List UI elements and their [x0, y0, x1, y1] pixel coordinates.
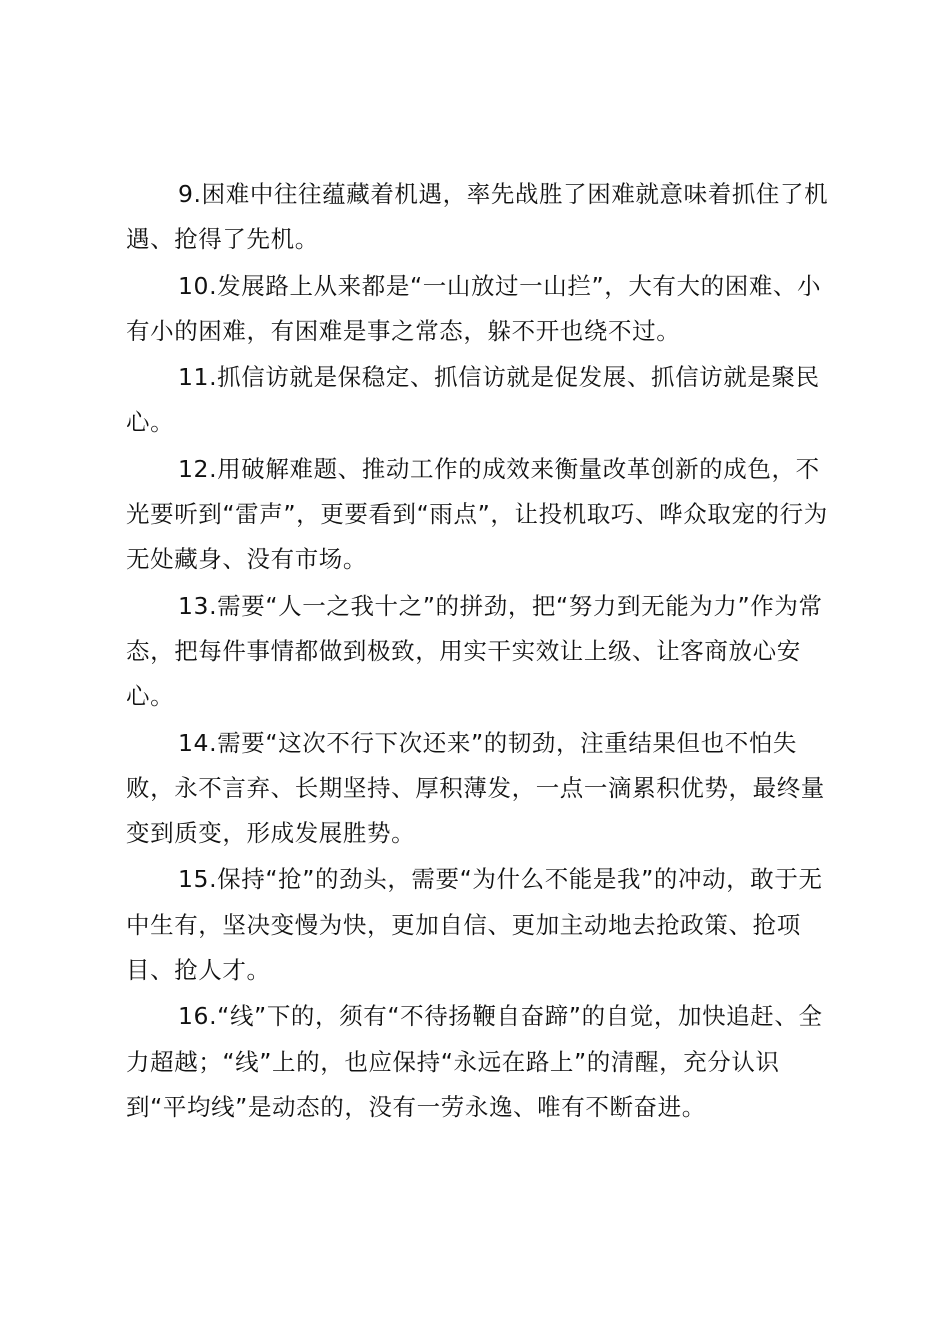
paragraph-16: 16.“线”下的，须有“不待扬鞭自奋蹄”的自觉，加快追赶、全力超越；“线”上的，也应保持“永远在路上”的清醒，充分认识到“平均线”是动态的，没有一劳永逸、唯有不断奋进。 — [126, 1002, 823, 1121]
paragraph-12: 12.用破解难题、推动工作的成效来衡量改革创新的成色，不光要听到“雷声”，更要看到“雨点”，让投机取巧、哗众取宠的行为无处藏身、没有市场。 — [126, 454, 828, 574]
paragraph-15: 15.保持“抢”的劲头，需要“为什么不能是我”的冲动，敢于无中生有，坚决变慢为快，更加自信、更加主动地去抢政策、抢项目、抢人才。 — [126, 865, 823, 985]
paragraph-11: 11.抓信访就是保稳定、抓信访就是促发展、抓信访就是聚民心。 — [126, 363, 820, 437]
paragraph-14: 14.需要“这次不行下次还来”的韧劲，注重结果但也不怕失败，永不言弃、长期坚持、厚积薄发，一点一滴累积优势，最终量变到质变，形成发展胜势。 — [126, 728, 825, 848]
paragraph-9: 9.困难中往往蕴藏着机遇，率先战胜了困难就意味着抓住了机遇、抢得了先机。 — [126, 180, 829, 254]
document-body — [126, 172, 834, 1131]
paragraph-13: 13.需要“人一之我十之”的拼劲，把“努力到无能为力”作为常态，把每件事情都做到极致，用实干实效让上级、让客商放心安心。 — [126, 591, 823, 711]
paragraph-10: 10.发展路上从来都是“一山放过一山拦”，大有大的困难、小有小的困难，有困难是事之常态，躲不开也绕不过。 — [126, 271, 822, 345]
